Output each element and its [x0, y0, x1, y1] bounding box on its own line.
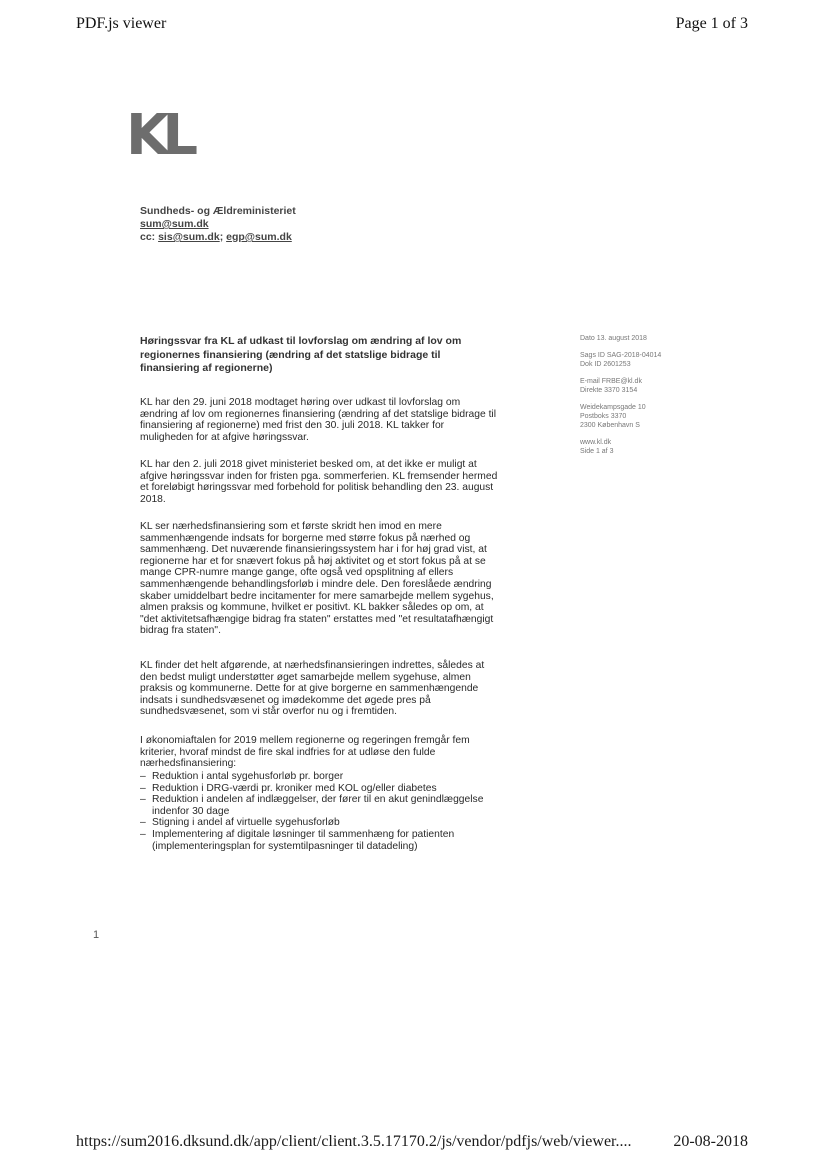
address-city: 2300 København S: [580, 422, 640, 429]
sidebar-info: [580, 334, 661, 456]
paragraph-1: KL har den 29. juni 2018 modtaget høring over udkast til lovforslag om ændring af lov om regionernes finansiering (ændring af det statslige bidrage til finansiering af regionerne) med frist den 30. juli 2018. KL takker for muligheden for at afgive høringssvar.: [140, 397, 497, 443]
contact-email: E-mail FRBE@kl.dk: [580, 378, 642, 385]
date-info: Dato 13. august 2018: [580, 335, 647, 342]
address-street: Weidekampsgade 10: [580, 404, 646, 411]
footer-url: https://sum2016.dksund.dk/app/client/client.3.5.17170.2/js/vendor/pdfjs/web/viewer....: [76, 1133, 632, 1150]
direct-phone: Direkte 3370 3154: [580, 387, 638, 394]
cc-email-link-2[interactable]: egp@sum.dk: [226, 231, 292, 243]
paragraph-4: KL finder det helt afgørende, at nærhedsfinansieringen indrettes, således at den bedst muligt understøtter øget samarbejde mellem sygehuse, almen praksis og kommunerne. Dette for at give borgerne en sammenhængende indsats i sundhedsvæsenet og imødekomme det øgede pres på sundhedsvæsenet, som vi står overfor nu og i fremtiden.: [140, 660, 485, 718]
paragraph-2: KL har den 2. juli 2018 givet ministeriet besked om, at det ikke er muligt at afgive høringssvar inden for fristen pga. sommerferien. KL fremsender hermed et foreløbigt høringssvar med forbehold for politisk behandling den 23. august 2018.: [140, 459, 498, 505]
viewer-title: PDF.js viewer: [76, 15, 167, 32]
recipient-name: Sundheds- og Ældreministeriet: [140, 205, 296, 217]
footer-date: 20-08-2018: [673, 1133, 748, 1150]
list-item: – Implementering af digitale løsninger til sammenhæng for patienten (implementeringsplan for systemtilpasninger til datadeling): [140, 828, 455, 852]
kl-logo: KL: [126, 103, 192, 168]
cc-email-link-1[interactable]: sis@sum.dk: [158, 231, 220, 243]
criteria-list: [140, 771, 500, 852]
paragraph-3: KL ser nærhedsfinansiering som et første skridt hen imod en mere sammenhængende indsats for borgerne med større fokus på nærhed og sammenhæng. Det nuværende finansieringssystem har i for høj grad vist, at regionerne har et for snævert fokus på høj aktivitet og et stort fokus på at se mange CPR-numre mange gange, ofte også ved opsplitning af ellers sammenhængende behandlingsforløb i mindre dele. Den foreslåede ændring skaber umiddelbart bedre incitamenter for mere samarbejde mellem sygehus, almen praksis og kommune, hvilket er positivt. KL bakker således op om, at "det aktivitetsafhængige bidrag fra staten" erstattes med "et resultatafhængigt bidrag fra staten".: [140, 521, 494, 637]
case-id: Sags ID SAG-2018-04014: [580, 352, 662, 359]
recipient-email-link[interactable]: sum@sum.dk: [140, 218, 209, 230]
side-page-number: Side 1 af 3: [580, 448, 614, 455]
paragraph-5: I økonomiaftalen for 2019 mellem regionerne og regeringen fremgår fem kriterier, hvoraf mindst de fire skal indfries for at udløse den fulde nærhedsfinansiering:: [140, 735, 470, 770]
page-number: 1: [93, 929, 100, 941]
recipient-email-line: [140, 218, 209, 231]
list-item: – Reduktion i DRG-værdi pr. kroniker med KOL og/eller diabetes: [140, 782, 437, 794]
website: www.kl.dk: [580, 439, 612, 446]
cc-separator: ;: [219, 231, 227, 243]
page-counter: Page 1 of 3: [675, 15, 748, 32]
cc-line: [140, 231, 292, 244]
cc-label: cc:: [140, 231, 159, 243]
subject-heading: Høringssvar fra KL af udkast til lovforslag om ændring af lov om regionernes finansiering (ændring af det statslige bidrage til finansiering af regionerne): [140, 335, 462, 374]
doc-id: Dok ID 2601253: [580, 361, 631, 368]
address-pobox: Postboks 3370: [580, 413, 627, 420]
list-item: – Reduktion i antal sygehusforløb pr. borger: [140, 771, 344, 782]
list-item: – Stigning i andel af virtuelle sygehusforløb: [140, 817, 340, 829]
list-item: – Reduktion i andelen af indlæggelser, der fører til en akut genindlæggelse indenfor 30 dage: [140, 794, 484, 817]
